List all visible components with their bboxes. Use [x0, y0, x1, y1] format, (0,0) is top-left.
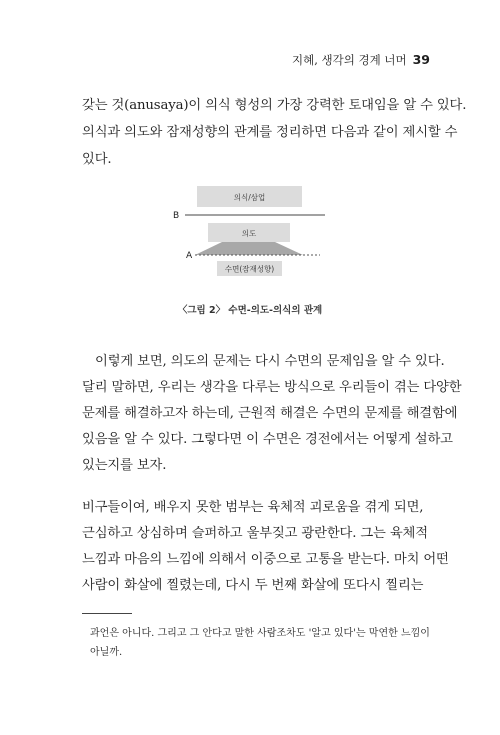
footnote-line: 과언은 아니다. 그리고 그 안다고 말한 사람조차도 '알고 있다'는 막연한 느낌이: [90, 628, 430, 639]
running-header: [292, 52, 430, 68]
quote-line: 비구들이여, 배우지 못한 범부는 육체적 괴로움을 겪게 되면,: [82, 500, 424, 515]
quote-line: 사람이 화살에 찔렸는데, 다시 두 번째 화살에 또다시 찔리는: [82, 578, 424, 593]
footnote-line: 아닐까.: [90, 647, 123, 658]
upward-trapezoid: [195, 242, 303, 255]
quote-line: 느낌과 마음의 느낌에 의해서 이중으로 고통을 받는다. 마치 어떤: [82, 552, 449, 567]
quote-line: 근심하고 상심하며 슬퍼하고 울부짖고 광란한다. 그는 육체적: [82, 526, 428, 541]
paragraph-line: 있다.: [82, 152, 112, 167]
paragraph-line: 달리 말하면, 우리는 생각을 다루는 방식으로 우리들이 겪는 다양한: [82, 380, 462, 395]
paragraph-line: 문제를 해결하고자 하는데, 근원적 해결은 수면의 문제를 해결함에: [82, 406, 458, 421]
footnote-rule: [82, 613, 132, 614]
paragraph-line: 있는지를 보자.: [82, 458, 167, 473]
relationship-diagram: [160, 180, 340, 290]
figure-caption: 〈그림 2〉 수면-의도-의식의 관계: [177, 305, 323, 316]
paragraph-line: 있음을 알 수 있다. 그렇다면 이 수면은 경전에서는 어떻게 설하고: [82, 432, 453, 447]
paragraph-line: 의식과 의도와 잠재성향의 관계를 정리하면 다음과 같이 제시할 수: [82, 125, 458, 140]
line-b-label: B: [173, 211, 180, 221]
running-title: 지혜, 생각의 경계 너머: [291, 53, 407, 67]
intention-label: 의도: [241, 229, 257, 238]
consciousness-label: 의식/삼업: [233, 193, 266, 202]
paragraph-line: 이렇게 보면, 의도의 문제는 다시 수면의 문제임을 알 수 있다.: [95, 354, 445, 369]
page-number: 39: [412, 52, 430, 67]
line-a-label: A: [186, 251, 193, 261]
latent-tendency-label: 수면(잠재성향): [224, 264, 275, 274]
paragraph-line: 갖는 것(anusaya)이 의식 형성의 가장 강력한 토대임을 알 수 있다.: [82, 98, 467, 113]
